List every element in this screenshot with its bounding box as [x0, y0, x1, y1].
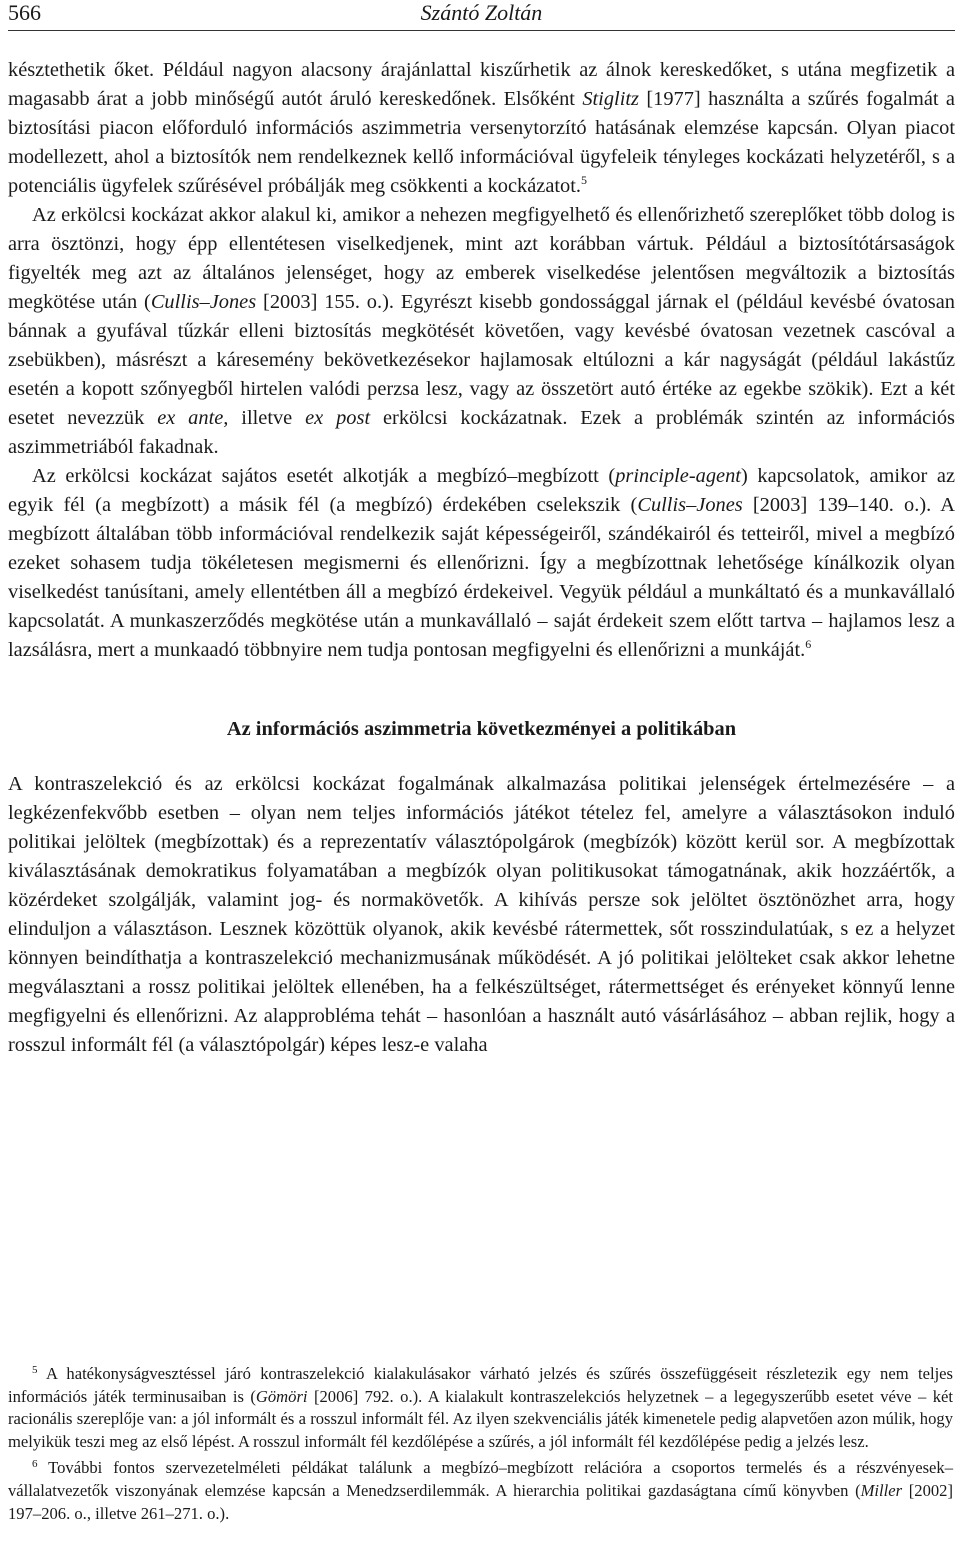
text-run: Az erkölcsi kockázat akkor alakul ki, amikor a nehezen megfigyelhető és ellenőrizhető szereplőket több dolog is arra ösztönzi, hogy épp ellentétesen viselkedjenek, mint azt korábban vártuk. Például a biztosítótársaságok figyelték meg azt az általános jelenséget, hogy az emberek viselkedése jelentősen megváltozik a biztosítás megkötése után (	[8, 204, 955, 313]
text-run: [2006] 792. o.). A kialakult kontraszelekciós helyzetnek – a legegyszerűbb esetet véve – két racionális szereplője van: a jól informált és a rosszul informált fél. Az ilyen szekvenciális játék kimenetele pedig alapvetően azon múlik, hogy melyikük teszi meg az első lépést. A rosszul informált fél kezdőlépése a szűrés, a jól informált fél kezdőlépése pedig a jelzés lesz.	[8, 1386, 953, 1451]
footnote-ref-5[interactable]: 5	[581, 173, 587, 187]
citation-author: Gömöri	[255, 1386, 308, 1406]
footnote-ref-6[interactable]: 6	[805, 637, 812, 651]
footnote-number: 6	[32, 1458, 38, 1471]
text-run: illetve	[228, 407, 306, 429]
text-run: További fontos szervezetelméleti példákat találunk a megbízó–megbízott relációra a csoportos termelés és a részvényesek–vállalatvezetők viszonyának elemzése kapcsán a Menedzserdilemmák. A hierarchia politikai gazdaságtana című könyvben (	[8, 1458, 953, 1500]
citation-author: Miller	[860, 1480, 903, 1500]
paragraph-4: A kontraszelekció és az erkölcsi kockázat fogalmának alkalmazása politikai jelenségek értelmezésére – a legkézenfekvőbb esetben – olyan nem teljes információs játékot tételez fel, amelyre a választásokon induló politikai jelöltek (megbízottak) és a reprezentatív választópolgárok (megbízók) között kerül sor. A megbízottak kiválasztásának demokratikus folyamatában a megbízók olyan politikusokat támogatnának, akik hozzáértők, a közérdeket szolgálják, valamint jog- és normakövetők. A kihívás persze sok jelöltet ösztönözhet arra, hogy elinduljon a választáson. Lesznek közöttük olyanok, akik kevésbé rátermettek, sőt rosszindulatúak, s ez a helyzet könnyen beindíthatja a kontraszelekció mechanizmusának működését. A jó politikai jelölteket csak akkor lehetne megválasztani a rossz politikai jelöltek ellenében, ha a felkészültséget, rátermettséget és erényeket könnyű lenne megfigyelni és ellenőrizni. Az alapprobléma tehát – hasonlóan a használt autó vásárlásához – abban rejlik, hogy a rosszul informált fél (a választópolgár) képes lesz-e valaha	[8, 773, 955, 1056]
page-number: 566	[8, 0, 41, 25]
text-run: Az erkölcsi kockázat sajátos esetét alkotják a megbízó–megbízott (	[32, 465, 616, 487]
citation-author: Stiglitz	[582, 88, 639, 110]
text-run: erkölcsi kockázatnak. Ezek a problémák szintén az információs aszimmetriából fakadnak.	[8, 407, 955, 458]
body-text	[8, 56, 955, 1060]
citation-author: Cullis–Jones	[150, 291, 257, 313]
running-head	[8, 0, 955, 31]
text-run: ) kapcsolatok, amikor az egyik fél (a megbízott) a másik fél (a megbízó) érdekében cselekszik (	[8, 465, 955, 516]
paragraph-3	[8, 462, 955, 665]
italic-term: principle-agent	[615, 465, 741, 487]
running-head-author: Szántó Zoltán	[420, 0, 543, 25]
footnote-6	[8, 1457, 953, 1525]
footnote-number: 5	[32, 1364, 38, 1376]
text-run: [2003] 139–140. o.). A megbízott általában több információval rendelkezik saját képességeiről, szándékairól és tetteiről, mivel a megbízó ezeket sohasem tudja tökéletesen megismerni és ellenőrizni. Így a megbízottnak lehetősége kínálkozik olyan viselkedést tanúsítani, amely ellentétben áll a megbízó érdekeivel. Vegyük például a munkáltató és a munkavállaló kapcsolatát. A munkaszerződés megkötése után a munkavállaló – saját érdekeit szem előtt tartva – hajlamos lesz a lazsálásra, mert a munkaadó többnyire nem tudja pontosan megfigyelni és ellenőrizni a munkáját.	[8, 494, 955, 661]
text-run: [2003] 155. o.). Egyrészt kisebb gondossággal járnak el (például kevésbé óvatosan bánnak a gyufával tűzkár elleni biztosítás megkötését követően, vagy kevésbé óvatosan vezetnek cascóval a zsebükben), másrészt a káresemény bekövetkezésekor hajlamosak eltúlozni a kár nagyságát (például lakástűz esetén a kopott szőnyegből hirtelen valódi perzsa lesz, vagy az összetört autó értéke az egekbe szökik). Ezt a két esetet nevezzük	[8, 291, 955, 429]
italic-term: ex ante,	[157, 407, 229, 429]
italic-term: ex post	[305, 407, 371, 429]
paragraph-1	[8, 56, 955, 201]
citation-author: Cullis–Jones	[637, 494, 743, 516]
page	[8, 0, 955, 1060]
text-run: A hatékonyságvesztéssel járó kontraszelekció kialakulásakor várható jelzés és szűrés összefüggéseit részletezik egy nem teljes információs játék terminusaiban is (	[8, 1364, 953, 1406]
text-run: [1977] használta a szűrés fogalmát a biztosítási piacon előforduló információs aszimmetria versenytorzító hatásának elemzése kapcsán. Olyan piacot modellezett, ahol a biztosítók nem rendelkeznek kellő információval ügyfeleik tényleges kockázati helyzetéről, s a potenciális ügyfelek szűrésével próbálják meg csökkenti a kockázatot.	[8, 88, 955, 197]
footnotes	[8, 1363, 953, 1525]
text-run: késztethetik őket. Például nagyon alacsony árajánlattal kiszűrhetik az álnok kereskedőket, s utána megfizetik a magasabb árat a jobb minőségű autót áruló kereskedőnek. Elsőként	[8, 59, 955, 110]
section-title: Az információs aszimmetria következményei a politikában	[226, 718, 737, 740]
footnote-5	[8, 1363, 953, 1453]
paragraph-2	[8, 201, 955, 462]
text-run: [2002] 197–206. o., illetve 261–271. o.).	[8, 1480, 953, 1523]
